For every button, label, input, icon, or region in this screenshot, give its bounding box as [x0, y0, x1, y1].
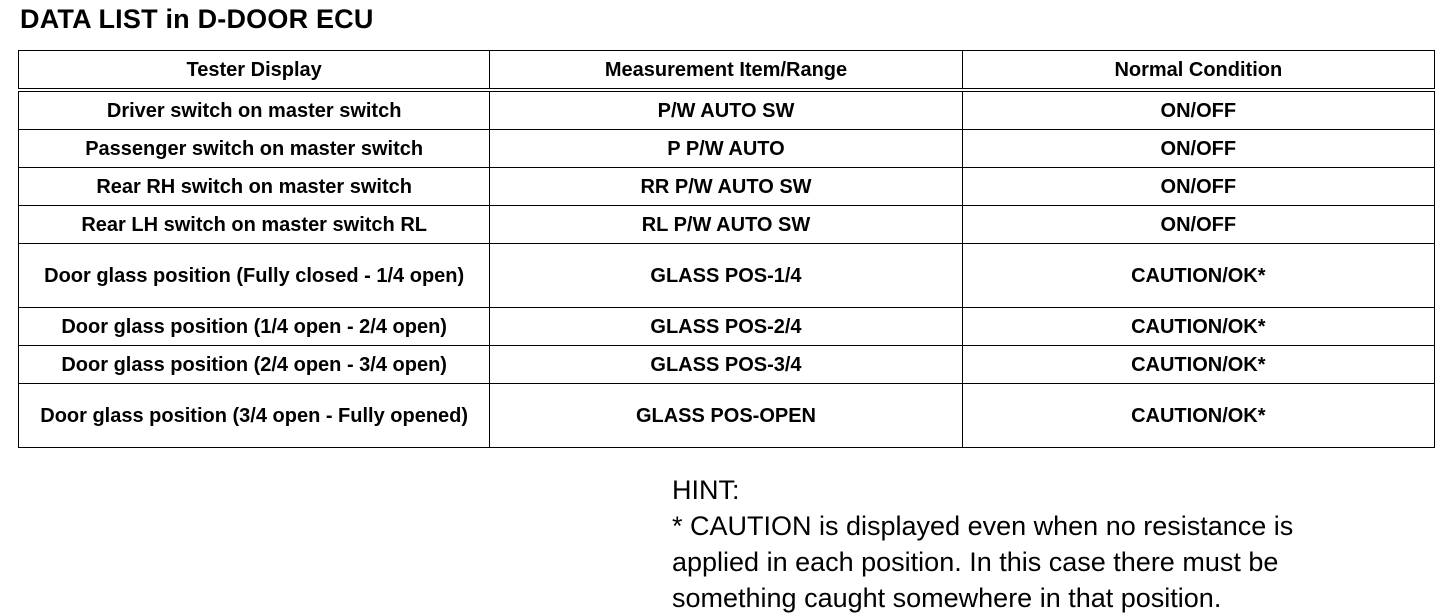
hint-heading: HINT:	[672, 475, 740, 505]
page-title: DATA LIST in D-DOOR ECU	[20, 4, 374, 34]
cell-measurement-item: RR P/W AUTO SW	[490, 168, 962, 206]
cell-normal-condition: CAUTION/OK*	[962, 346, 1434, 384]
hint-text-line: something caught somewhere in that position.	[672, 583, 1222, 613]
cell-tester-display: Door glass position (2/4 open - 3/4 open)	[19, 346, 490, 384]
hint-text-line: applied in each position. In this case there must be	[672, 547, 1279, 577]
cell-measurement-item: P P/W AUTO	[490, 130, 962, 168]
cell-normal-condition: ON/OFF	[962, 130, 1434, 168]
cell-tester-display: Driver switch on master switch	[19, 90, 490, 130]
cell-tester-display: Door glass position (Fully closed - 1/4 open)	[19, 244, 490, 308]
cell-measurement-item: GLASS POS-2/4	[490, 308, 962, 346]
cell-tester-display: Rear RH switch on master switch	[19, 168, 490, 206]
table-row	[19, 244, 1435, 308]
cell-normal-condition: CAUTION/OK*	[962, 244, 1434, 308]
hint-note	[672, 472, 1432, 616]
cell-normal-condition: CAUTION/OK*	[962, 308, 1434, 346]
cell-measurement-item: P/W AUTO SW	[490, 90, 962, 130]
data-list-table	[18, 50, 1435, 448]
cell-measurement-item: GLASS POS-3/4	[490, 346, 962, 384]
header-measurement-item: Measurement Item/Range	[490, 51, 962, 91]
header-normal-condition: Normal Condition	[962, 51, 1434, 91]
cell-measurement-item: GLASS POS-1/4	[490, 244, 962, 308]
cell-normal-condition: ON/OFF	[962, 206, 1434, 244]
table-row	[19, 130, 1435, 168]
table-row	[19, 308, 1435, 346]
header-tester-display: Tester Display	[19, 51, 490, 91]
cell-normal-condition: CAUTION/OK*	[962, 384, 1434, 448]
table-row	[19, 206, 1435, 244]
table-row	[19, 384, 1435, 448]
cell-measurement-item: GLASS POS-OPEN	[490, 384, 962, 448]
cell-normal-condition: ON/OFF	[962, 90, 1434, 130]
cell-tester-display: Rear LH switch on master switch RL	[19, 206, 490, 244]
hint-text-line: * CAUTION is displayed even when no resistance is	[672, 511, 1294, 541]
cell-normal-condition: ON/OFF	[962, 168, 1434, 206]
cell-measurement-item: RL P/W AUTO SW	[490, 206, 962, 244]
table-row	[19, 346, 1435, 384]
cell-tester-display: Door glass position (3/4 open - Fully opened)	[19, 384, 490, 448]
table-header-row	[19, 51, 1435, 91]
cell-tester-display: Passenger switch on master switch	[19, 130, 490, 168]
table-row	[19, 90, 1435, 130]
cell-tester-display: Door glass position (1/4 open - 2/4 open)	[19, 308, 490, 346]
table-row	[19, 168, 1435, 206]
